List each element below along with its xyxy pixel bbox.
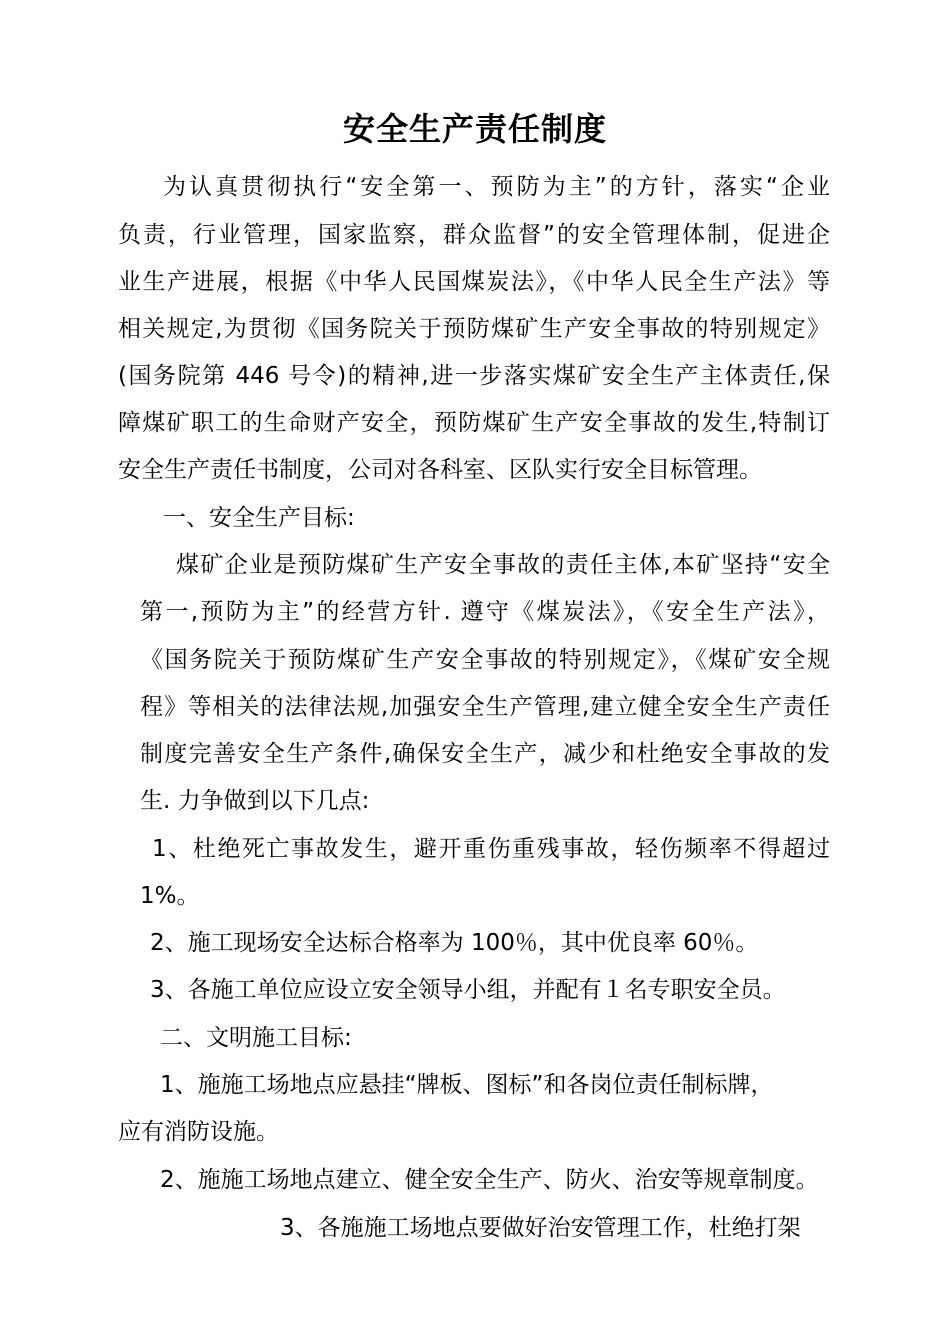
body-line-6: 障煤矿职工的生命财产安全，预防煤矿生产安全事故的发生,特制订 — [118, 410, 830, 436]
body-line-11: 《国务院关于预防煤矿生产安全事故的特别规定》，《煤矿安全规 — [140, 647, 830, 673]
body-line-4: 相关规定,为贯彻《国务院关于预防煤矿生产安全事故的特别规定》 — [118, 316, 830, 342]
list-item-4: 1、施施工场地点应悬挂“牌板、图标”和各岗位责任制标牌， — [160, 1072, 774, 1098]
list-item-4-cont: 应有消防设施。 — [118, 1119, 279, 1145]
list-item-6: 3、各施施工场地点要做好治安管理工作，杜绝打架 — [280, 1215, 801, 1241]
section-heading-2: 二、文明施工目标: — [160, 1025, 352, 1051]
section-heading-1: 一、安全生产目标: — [163, 505, 355, 531]
body-line-13: 制度完善安全生产条件,确保安全生产，减少和杜绝安全事故的发 — [140, 741, 830, 767]
document-title: 安全生产责任制度 — [342, 110, 607, 148]
body-line-1: 为认真贯彻执行“安全第一、预防为主”的方针，落实“企业 — [163, 174, 830, 200]
body-line-3: 业生产进展，根据《中华人民国煤炭法》，《中华人民全生产法》等 — [118, 269, 830, 295]
body-line-10: 第一,预防为主”的经营方针. 遵守《煤炭法》，《安全生产法》， — [140, 599, 830, 625]
list-item-1: 1、杜绝死亡事故发生，避开重伤重残事故，轻伤频率不得超过 — [152, 836, 830, 862]
list-item-1-cont: 1%。 — [140, 883, 200, 909]
body-line-9: 煤矿企业是预防煤矿生产安全事故的责任主体,本矿坚持“安全 — [176, 552, 830, 578]
body-line-7: 安全生产责任书制度，公司对各科室、区队实行安全目标管理。 — [118, 457, 762, 483]
body-line-2: 负责，行业管理，国家监察，群众监督”的安全管理体制，促进企 — [118, 222, 830, 248]
list-item-2: 2、施工现场安全达标合格率为 100％，其中优良率 60％。 — [150, 930, 759, 956]
body-line-12: 程》等相关的法律法规,加强安全生产管理,建立健全安全生产责任 — [140, 694, 830, 720]
list-item-3: 3、各施工单位应设立安全领导小组，并配有１名专职安全员。 — [150, 977, 786, 1003]
body-line-14: 生. 力争做到以下几点: — [140, 788, 370, 814]
body-line-5: (国务院第 446 号令)的精神,进一步落实煤矿安全生产主体责任,保 — [118, 363, 830, 389]
list-item-5: 2、施施工场地点建立、健全安全生产、防火、治安等规章制度。 — [160, 1167, 819, 1193]
